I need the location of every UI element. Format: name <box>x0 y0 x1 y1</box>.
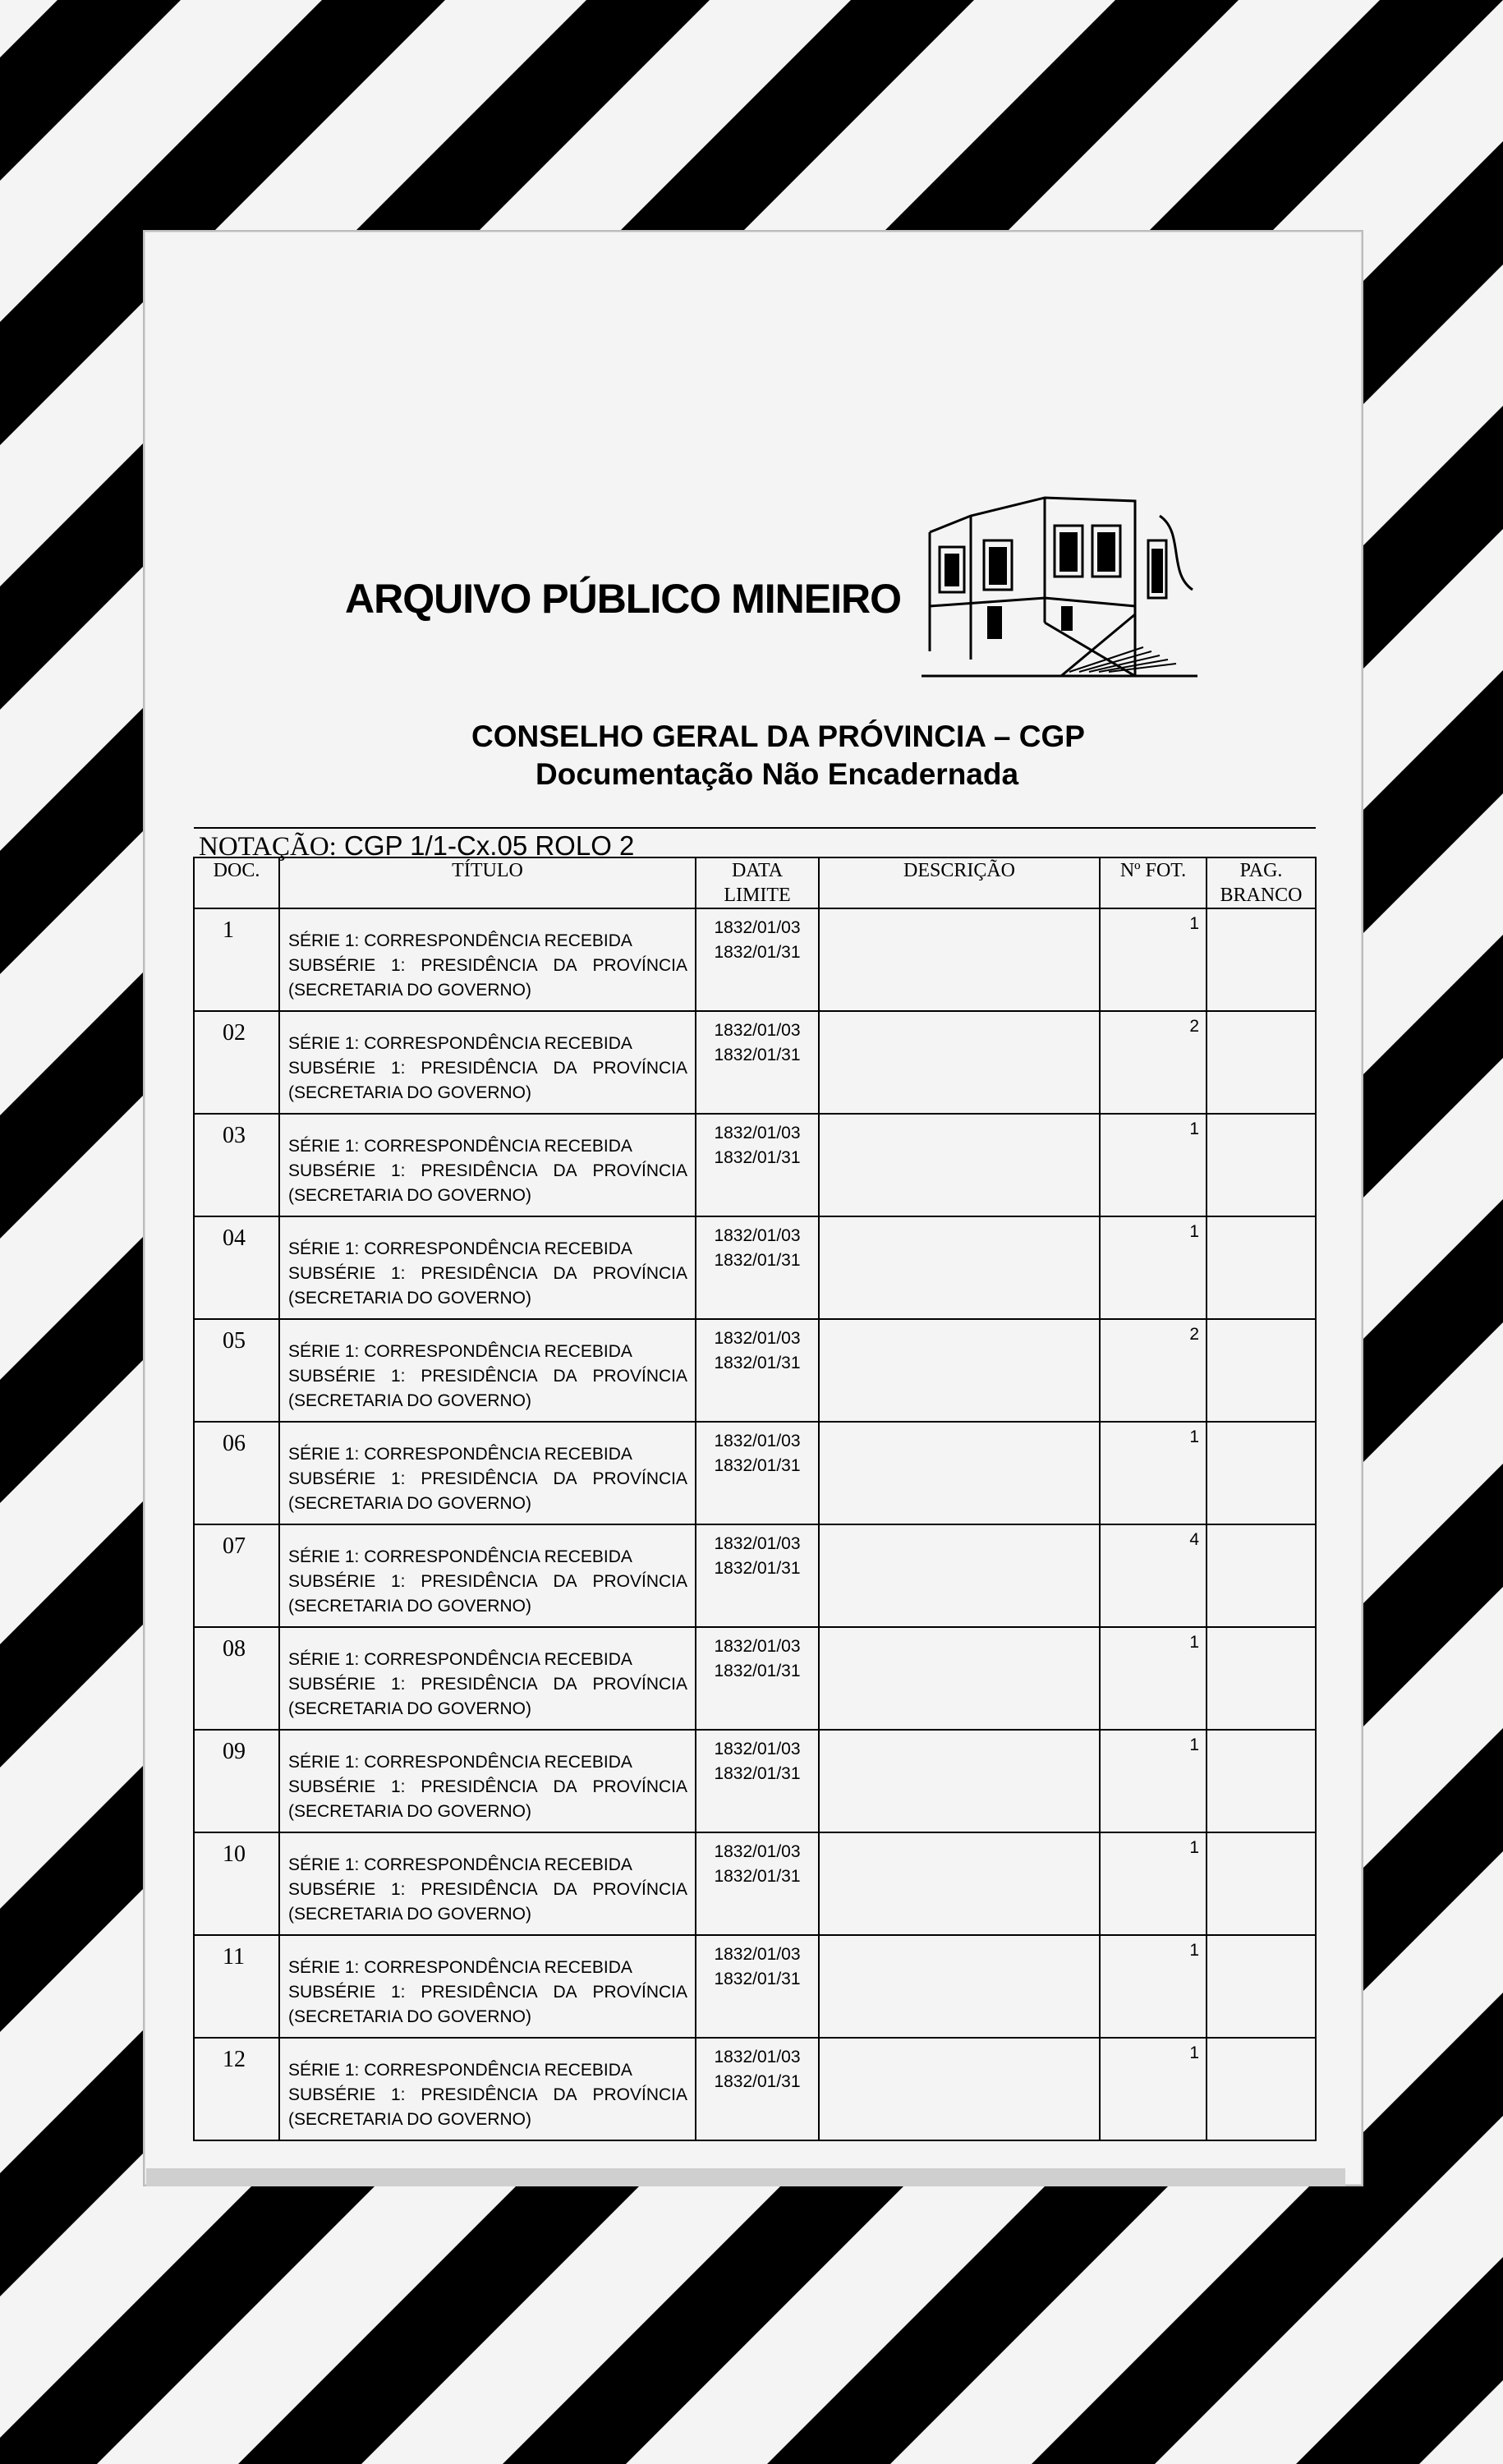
doc-title-line: (SECRETARIA DO GOVERNO) <box>288 1699 531 1718</box>
date-end: 1832/01/31 <box>714 1251 801 1270</box>
doc-date-range <box>696 1011 819 1114</box>
doc-blank-pages <box>1207 1832 1316 1935</box>
date-end: 1832/01/31 <box>714 2072 801 2091</box>
doc-description <box>819 1730 1100 1832</box>
doc-description <box>819 1114 1100 1216</box>
doc-blank-pages <box>1207 1216 1316 1319</box>
doc-blank-pages <box>1207 1319 1316 1422</box>
header-photos: Nº FOT. <box>1100 857 1207 908</box>
doc-description <box>819 1422 1100 1524</box>
doc-title-line: (SECRETARIA DO GOVERNO) <box>288 2110 531 2129</box>
table-row <box>194 1832 1316 1935</box>
doc-number: 10 <box>194 1832 279 1935</box>
header-doc: DOC. <box>194 857 279 908</box>
doc-title-line: SUBSÉRIE 1: PRESIDÊNCIA DA PROVÍNCIA <box>288 1983 687 2002</box>
doc-title <box>279 1627 696 1730</box>
header-blank-pages: PAG. BRANCO <box>1207 857 1316 908</box>
doc-number: 06 <box>194 1422 279 1524</box>
date-start: 1832/01/03 <box>714 1637 801 1656</box>
document-catalog-table <box>193 857 1317 2141</box>
doc-title-line: SÉRIE 1: CORRESPONDÊNCIA RECEBIDA <box>288 1034 632 1053</box>
doc-title <box>279 1422 696 1524</box>
notation-value: CGP 1/1-Cx.05 ROLO 2 <box>344 830 635 861</box>
doc-title <box>279 908 696 1011</box>
doc-number: 09 <box>194 1730 279 1832</box>
doc-description <box>819 1319 1100 1422</box>
doc-title-line: (SECRETARIA DO GOVERNO) <box>288 1597 531 1616</box>
doc-title-line: SUBSÉRIE 1: PRESIDÊNCIA DA PROVÍNCIA <box>288 1264 687 1283</box>
table-row <box>194 1422 1316 1524</box>
doc-title <box>279 1319 696 1422</box>
doc-number: 05 <box>194 1319 279 1422</box>
doc-number: 12 <box>194 2038 279 2140</box>
date-end: 1832/01/31 <box>714 1354 801 1372</box>
doc-date-range <box>696 908 819 1011</box>
doc-title-line: SUBSÉRIE 1: PRESIDÊNCIA DA PROVÍNCIA <box>288 1161 687 1180</box>
doc-date-range <box>696 1935 819 2038</box>
date-start: 1832/01/03 <box>714 1329 801 1348</box>
doc-photo-count: 2 <box>1100 1011 1207 1114</box>
doc-blank-pages <box>1207 908 1316 1011</box>
doc-date-range <box>696 1832 819 1935</box>
doc-title-line: SUBSÉRIE 1: PRESIDÊNCIA DA PROVÍNCIA <box>288 956 687 975</box>
doc-photo-count: 1 <box>1100 1114 1207 1216</box>
doc-blank-pages <box>1207 1422 1316 1524</box>
date-end: 1832/01/31 <box>714 1046 801 1064</box>
date-end: 1832/01/31 <box>714 1867 801 1886</box>
doc-title <box>279 2038 696 2140</box>
table-header-row <box>194 857 1316 908</box>
doc-description <box>819 2038 1100 2140</box>
doc-blank-pages <box>1207 1935 1316 2038</box>
table-row <box>194 908 1316 1011</box>
doc-title-line: SÉRIE 1: CORRESPONDÊNCIA RECEBIDA <box>288 1958 632 1977</box>
date-start: 1832/01/03 <box>714 1740 801 1758</box>
table-row <box>194 2038 1316 2140</box>
doc-photo-count: 1 <box>1100 1832 1207 1935</box>
doc-description <box>819 1627 1100 1730</box>
doc-date-range <box>696 1524 819 1627</box>
doc-description <box>819 1216 1100 1319</box>
doc-title-line: SUBSÉRIE 1: PRESIDÊNCIA DA PROVÍNCIA <box>288 1675 687 1694</box>
date-end: 1832/01/31 <box>714 1456 801 1475</box>
table-row <box>194 1011 1316 1114</box>
doc-blank-pages <box>1207 2038 1316 2140</box>
table-row <box>194 1730 1316 1832</box>
header-description: DESCRIÇÃO <box>819 857 1100 908</box>
doc-number: 04 <box>194 1216 279 1319</box>
doc-photo-count: 1 <box>1100 1216 1207 1319</box>
sheet-bottom-edge <box>146 2168 1345 2186</box>
notation-bar <box>194 827 1316 862</box>
doc-title-line: SÉRIE 1: CORRESPONDÊNCIA RECEBIDA <box>288 2061 632 2080</box>
table-row <box>194 1627 1316 1730</box>
doc-title-line: (SECRETARIA DO GOVERNO) <box>288 2007 531 2026</box>
doc-description <box>819 1011 1100 1114</box>
doc-title-line: (SECRETARIA DO GOVERNO) <box>288 1905 531 1924</box>
doc-blank-pages <box>1207 1524 1316 1627</box>
date-start: 1832/01/03 <box>714 918 801 937</box>
documentation-type: Documentação Não Encadernada <box>535 757 1019 791</box>
table-row <box>194 1114 1316 1216</box>
doc-title-line: SÉRIE 1: CORRESPONDÊNCIA RECEBIDA <box>288 1342 632 1361</box>
doc-blank-pages <box>1207 1730 1316 1832</box>
doc-title-line: SÉRIE 1: CORRESPONDÊNCIA RECEBIDA <box>288 1753 632 1772</box>
doc-title-line: SÉRIE 1: CORRESPONDÊNCIA RECEBIDA <box>288 1547 632 1566</box>
doc-date-range <box>696 1114 819 1216</box>
doc-number: 1 <box>194 908 279 1011</box>
archive-building-logo-icon <box>922 483 1197 684</box>
doc-title-line: (SECRETARIA DO GOVERNO) <box>288 1186 531 1205</box>
doc-title <box>279 1730 696 1832</box>
doc-title-line: (SECRETARIA DO GOVERNO) <box>288 981 531 1000</box>
date-start: 1832/01/03 <box>714 1124 801 1142</box>
date-start: 1832/01/03 <box>714 2048 801 2066</box>
doc-number: 11 <box>194 1935 279 2038</box>
doc-title-line: SÉRIE 1: CORRESPONDÊNCIA RECEBIDA <box>288 1137 632 1156</box>
date-end: 1832/01/31 <box>714 1970 801 1988</box>
doc-number: 02 <box>194 1011 279 1114</box>
doc-date-range <box>696 1730 819 1832</box>
date-end: 1832/01/31 <box>714 1764 801 1783</box>
doc-title-line: SUBSÉRIE 1: PRESIDÊNCIA DA PROVÍNCIA <box>288 2085 687 2104</box>
doc-title-line: (SECRETARIA DO GOVERNO) <box>288 1802 531 1821</box>
doc-title-line: SÉRIE 1: CORRESPONDÊNCIA RECEBIDA <box>288 1650 632 1669</box>
doc-blank-pages <box>1207 1011 1316 1114</box>
doc-description <box>819 1935 1100 2038</box>
doc-title <box>279 1524 696 1627</box>
doc-title-line: SUBSÉRIE 1: PRESIDÊNCIA DA PROVÍNCIA <box>288 1572 687 1591</box>
doc-title-line: SÉRIE 1: CORRESPONDÊNCIA RECEBIDA <box>288 1239 632 1258</box>
doc-blank-pages <box>1207 1114 1316 1216</box>
table-row <box>194 1524 1316 1627</box>
doc-description <box>819 1524 1100 1627</box>
doc-title-line: (SECRETARIA DO GOVERNO) <box>288 1083 531 1102</box>
table-row <box>194 1935 1316 2038</box>
date-start: 1832/01/03 <box>714 1945 801 1964</box>
date-start: 1832/01/03 <box>714 1534 801 1553</box>
doc-number: 08 <box>194 1627 279 1730</box>
doc-blank-pages <box>1207 1627 1316 1730</box>
doc-title-line: SUBSÉRIE 1: PRESIDÊNCIA DA PROVÍNCIA <box>288 1777 687 1796</box>
doc-number: 03 <box>194 1114 279 1216</box>
doc-photo-count: 1 <box>1100 1935 1207 2038</box>
doc-title-line: SUBSÉRIE 1: PRESIDÊNCIA DA PROVÍNCIA <box>288 1880 687 1899</box>
date-start: 1832/01/03 <box>714 1021 801 1040</box>
doc-date-range <box>696 1422 819 1524</box>
fund-name: CONSELHO GERAL DA PRÓVINCIA – CGP <box>471 719 1085 753</box>
doc-title-line: SÉRIE 1: CORRESPONDÊNCIA RECEBIDA <box>288 1855 632 1874</box>
doc-title <box>279 1216 696 1319</box>
doc-description <box>819 1832 1100 1935</box>
doc-title <box>279 1011 696 1114</box>
doc-photo-count: 1 <box>1100 1627 1207 1730</box>
doc-title-line: SÉRIE 1: CORRESPONDÊNCIA RECEBIDA <box>288 931 632 950</box>
doc-title-line: (SECRETARIA DO GOVERNO) <box>288 1494 531 1513</box>
doc-description <box>819 908 1100 1011</box>
doc-date-range <box>696 2038 819 2140</box>
doc-title-line: SUBSÉRIE 1: PRESIDÊNCIA DA PROVÍNCIA <box>288 1059 687 1078</box>
doc-photo-count: 1 <box>1100 908 1207 1011</box>
doc-title <box>279 1114 696 1216</box>
date-end: 1832/01/31 <box>714 943 801 962</box>
doc-date-range <box>696 1216 819 1319</box>
doc-photo-count: 1 <box>1100 2038 1207 2140</box>
doc-photo-count: 1 <box>1100 1422 1207 1524</box>
doc-date-range <box>696 1319 819 1422</box>
date-end: 1832/01/31 <box>714 1559 801 1578</box>
doc-title-line: SÉRIE 1: CORRESPONDÊNCIA RECEBIDA <box>288 1445 632 1464</box>
doc-title <box>279 1935 696 2038</box>
date-start: 1832/01/03 <box>714 1226 801 1245</box>
doc-photo-count: 2 <box>1100 1319 1207 1422</box>
date-end: 1832/01/31 <box>714 1662 801 1680</box>
table-row <box>194 1216 1316 1319</box>
doc-photo-count: 1 <box>1100 1730 1207 1832</box>
archive-name: ARQUIVO PÚBLICO MINEIRO <box>345 576 902 622</box>
doc-photo-count: 4 <box>1100 1524 1207 1627</box>
header-date: DATA LIMITE <box>696 857 819 908</box>
doc-title-line: (SECRETARIA DO GOVERNO) <box>288 1391 531 1410</box>
doc-title <box>279 1832 696 1935</box>
doc-title-line: SUBSÉRIE 1: PRESIDÊNCIA DA PROVÍNCIA <box>288 1469 687 1488</box>
date-start: 1832/01/03 <box>714 1432 801 1450</box>
date-end: 1832/01/31 <box>714 1148 801 1167</box>
doc-title-line: (SECRETARIA DO GOVERNO) <box>288 1289 531 1308</box>
notation-label: NOTAÇÃO: <box>199 832 337 862</box>
table-row <box>194 1319 1316 1422</box>
doc-title-line: SUBSÉRIE 1: PRESIDÊNCIA DA PROVÍNCIA <box>288 1367 687 1386</box>
doc-number: 07 <box>194 1524 279 1627</box>
doc-date-range <box>696 1627 819 1730</box>
date-start: 1832/01/03 <box>714 1842 801 1861</box>
header-title: TÍTULO <box>279 857 696 908</box>
